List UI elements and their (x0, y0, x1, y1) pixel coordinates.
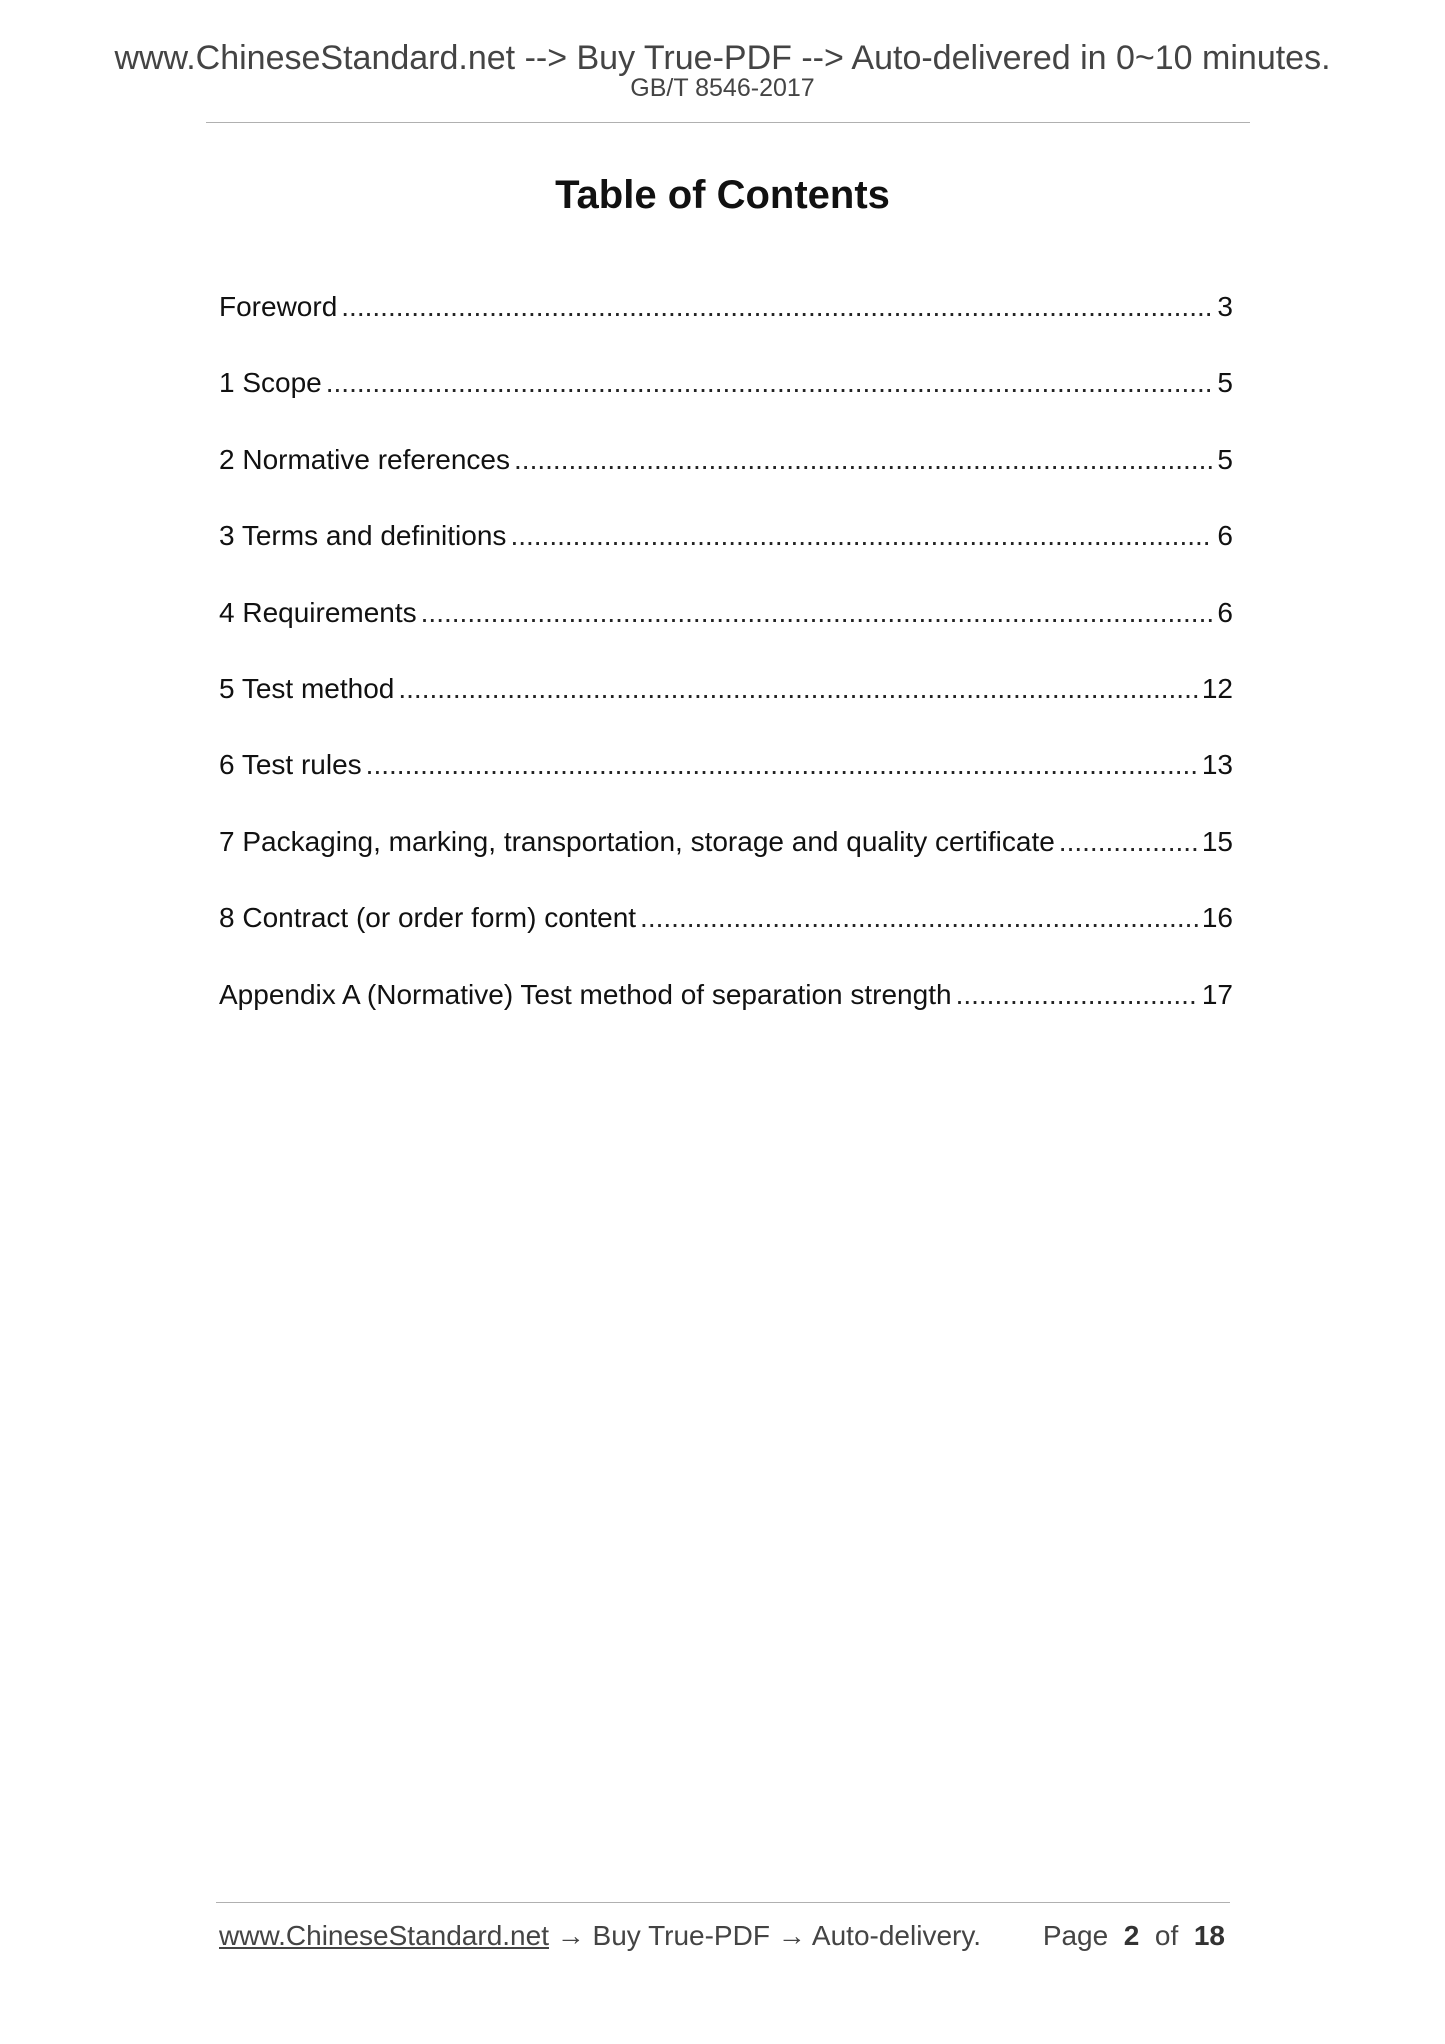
toc-dot-leader (956, 977, 1198, 1013)
toc-dot-leader (326, 365, 1214, 401)
toc-entry-scope[interactable] (219, 365, 1233, 441)
toc-dot-leader (514, 442, 1213, 478)
toc-entry-page: 3 (1217, 291, 1233, 322)
toc-entry-label: 6 Test rules (219, 749, 362, 781)
toc-dot-leader (510, 518, 1213, 554)
toc-dot-leader (640, 900, 1198, 936)
toc-entry-page: 17 (1201, 978, 1233, 1010)
toc-entry-appendix-a[interactable] (219, 977, 1233, 1053)
toc-entry-label: 1 Scope (219, 367, 322, 399)
footer-promo (219, 1918, 981, 1954)
page-number (1043, 1918, 1225, 1954)
page-footer (219, 1918, 1225, 1954)
toc-dot-leader (341, 289, 1213, 325)
toc-entry-test-method[interactable] (219, 671, 1233, 747)
toc-entry-label: 7 Packaging, marking, transportation, storage and quality certificate (219, 825, 1055, 857)
footer-divider (216, 1902, 1230, 1903)
toc-entry-page: 15 (1201, 825, 1233, 857)
standard-code: GB/T 8546-2017 (630, 74, 815, 102)
toc-entry-normative-references[interactable] (219, 442, 1233, 518)
toc-entry-foreword[interactable] (219, 289, 1233, 365)
toc-entry-label: 8 Contract (or order form) content (219, 902, 637, 934)
header-divider (206, 122, 1250, 123)
toc-entry-label: Appendix A (Normative) Test method of separation strength (219, 978, 952, 1010)
toc-entry-page: 12 (1201, 672, 1233, 704)
page-word: Page (1042, 1920, 1109, 1951)
toc-entry-requirements[interactable] (219, 595, 1233, 671)
top-banner: www.ChineseStandard.net --> Buy True-PDF --> Auto-delivered in 0~10 minutes. (114, 39, 1331, 77)
toc-entry-contract-content[interactable] (219, 900, 1233, 976)
toc-entry-test-rules[interactable] (219, 747, 1233, 823)
page-title: Table of Contents (555, 173, 890, 217)
toc-entry-page: 6 (1217, 596, 1233, 628)
toc-entry-label: 4 Requirements (219, 596, 417, 628)
toc-entry-label: Foreword (219, 291, 338, 322)
footer-tagline: → Buy True-PDF → Auto-delivery. (548, 1920, 982, 1951)
current-page-number: 2 (1123, 1920, 1140, 1951)
toc-entry-page: 6 (1217, 520, 1233, 552)
toc-entry-label: 2 Normative references (219, 443, 511, 475)
total-pages-number: 18 (1193, 1920, 1225, 1951)
toc-list (219, 289, 1233, 1053)
toc-dot-leader (398, 671, 1197, 707)
of-word: of (1154, 1920, 1179, 1951)
toc-dot-leader (366, 747, 1198, 783)
toc-entry-page: 5 (1217, 443, 1233, 475)
toc-entry-packaging[interactable] (219, 824, 1233, 900)
toc-entry-page: 16 (1201, 902, 1233, 934)
toc-entry-page: 5 (1217, 367, 1233, 399)
toc-entry-page: 13 (1201, 749, 1233, 781)
toc-dot-leader (421, 595, 1214, 631)
toc-entry-label: 5 Test method (219, 672, 395, 704)
toc-dot-leader (1059, 824, 1198, 860)
toc-entry-terms-and-definitions[interactable] (219, 518, 1233, 594)
footer-site-link[interactable]: www.ChineseStandard.net (219, 1920, 549, 1951)
toc-entry-label: 3 Terms and definitions (219, 520, 507, 552)
